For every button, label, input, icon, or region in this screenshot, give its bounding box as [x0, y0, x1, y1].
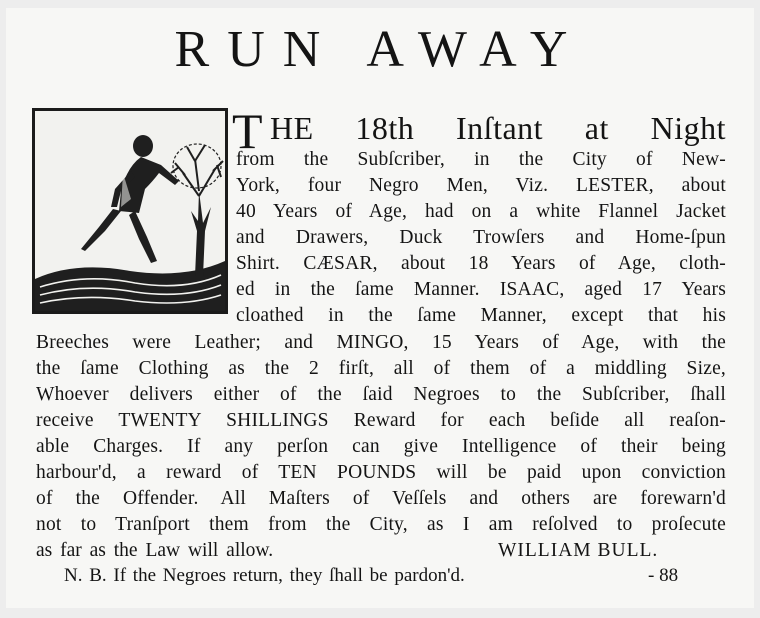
ad-text-line: from the Subſcriber, in the City of New- — [236, 149, 726, 170]
signature: WILLIAM BULL. — [498, 540, 659, 561]
ad-first-line: HE 18th Inſtant at Night — [270, 110, 726, 146]
drop-cap: T — [232, 103, 263, 159]
ad-text-line: cloathed in the ſame Manner, except that his — [236, 305, 726, 326]
ad-text-line: the ſame Clothing as the 2 firſt, all of them of a middling Size, — [36, 358, 726, 379]
ad-text-line: receive TWENTY SHILLINGS Reward for each beſide all reaſon- — [36, 410, 726, 431]
runaway-woodcut-image — [32, 108, 228, 314]
ad-text-line: not to Tranſport them from the City, as I am reſolved to proſecute — [36, 514, 726, 535]
ad-title: RUN AWAY — [174, 21, 586, 78]
running-figure-illustration — [35, 111, 225, 311]
ad-text-line: Whoever delivers either of the ſaid Negroes to the Subſcriber, ſhall — [36, 384, 726, 405]
ad-last-line: as far as the Law will allow. — [36, 540, 274, 561]
ad-text-line: and Drawers, Duck Trowſers and Home-ſpun — [236, 227, 726, 248]
footnote: N. B. If the Negroes return, they ſhall be pardon'd. — [64, 565, 465, 586]
ad-text-line: York, four Negro Men, Viz. LESTER, about — [236, 175, 726, 196]
ad-text-line: able Charges. If any perſon can give Intelligence of their being — [36, 436, 726, 457]
ad-text-line: harbour'd, a reward of TEN POUNDS will be paid upon conviction — [36, 462, 726, 483]
ad-number: - 88 — [648, 565, 679, 586]
ad-text-line: Breeches were Leather; and MINGO, 15 Years of Age, with the — [36, 332, 726, 353]
ad-text-line: Shirt. CÆSAR, about 18 Years of Age, cloth- — [236, 253, 726, 274]
ad-text-line: 40 Years of Age, had on a white Flannel Jacket — [236, 201, 726, 222]
ad-text-line: ed in the ſame Manner. ISAAC, aged 17 Years — [236, 279, 726, 300]
ad-text-line: of the Offender. All Maſters of Veſſels and others are forewarn'd — [36, 488, 726, 509]
